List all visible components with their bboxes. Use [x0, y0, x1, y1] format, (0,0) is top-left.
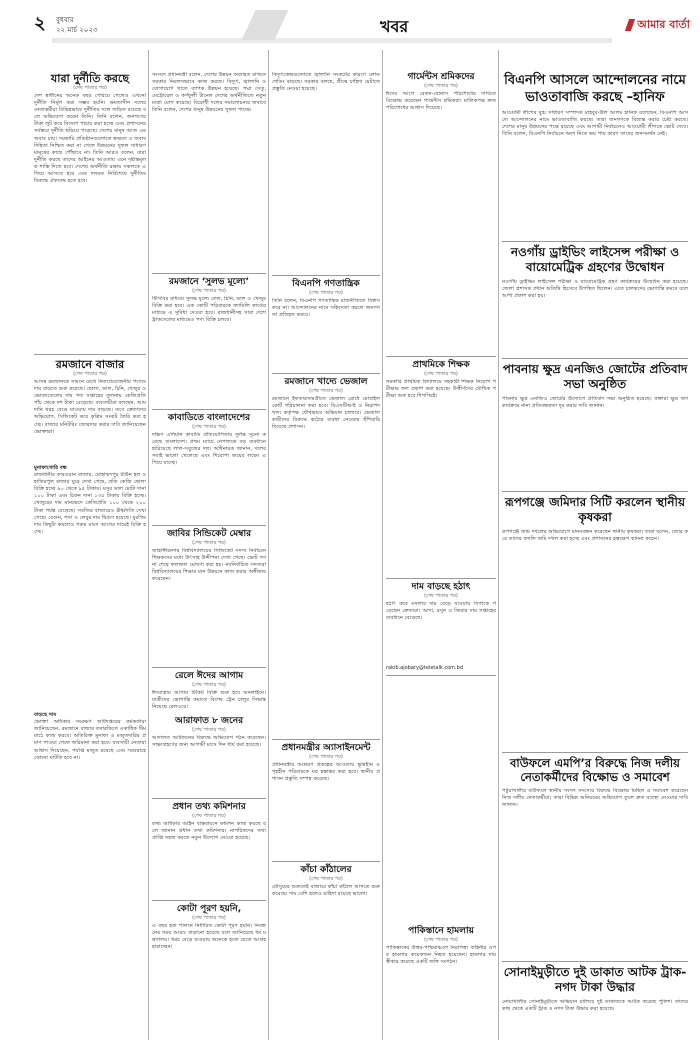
headline-corruption: যারা দুর্নীতি করছে — [50, 72, 130, 85]
article-sonaimuri-robbers: নোয়াখালীর সোনাইমুড়ীতে অভিযান চালিয়ে দুই ডাকাতকে আটক করেছে পুলিশ। তাদের কাছ থেকে একটি ট্রাক ও নগদ টাকা উদ্ধার করা হয়েছে। — [502, 999, 688, 1013]
article-rail-eid: ঈদযাত্রায় আগাম টিকিট বিক্রি শুরু হবে অনলাইনে। যাত্রীদের ভোগান্তি কমাতে বিশেষ ট্রেন চালুর সিদ্ধান্ত নিয়েছে রেলওয়ে। — [152, 690, 266, 711]
brand-name: আমার বার্তা — [637, 18, 690, 31]
headline-pakistan-attack: পাকিস্তানে হামলায় — [408, 926, 474, 937]
column-divider — [498, 50, 499, 1040]
continued-note: (শেষ পাতার পর) — [309, 754, 343, 760]
header-decoration — [190, 10, 340, 40]
divider — [386, 578, 496, 579]
headline-food-adulteration: রমজানে খাদ্যে ভেজাল — [284, 377, 368, 387]
article-prices-rise: হঠাৎ করে মসলার দাম বেড়ে যাওয়ায় বিপাকে পড়েছেন ক্রেতারা। আদা, রসুন ও জিরার দাম সপ্তাহের ব্যবধানে বেড়েছে। — [386, 601, 496, 622]
headline-primary-teacher: প্রাথমিকে শিক্ষক — [412, 360, 470, 370]
divider — [152, 273, 266, 274]
article-jackfruit: মৌসুমের শুরুতেই বাজারে কাঁচা কাঁঠাল আসতে শুরু করেছে। দাম বেশি হলেও চাহিদা রয়েছে ভালো। — [272, 884, 380, 898]
article-food-adulteration: রমজানে ইফতারসামগ্রীতে ভেজাল রোধে মোবাইল কোর্ট পরিচালনা করা হবে। বিএসটিআই ও নিরাপদ খাদ্য কর্তৃপক্ষ যৌথভাবে অভিযান চালাবে। ভেজালকারীদের বিরুদ্ধে কঠোর ব্যবস্থা নেওয়ার হুঁশিয়ারি দিয়েছে প্রশাসন। — [272, 396, 380, 431]
article-pabna-ngo: পাবনায় ক্ষুদ্র এনজিও জোটের উদ্যোগে প্রতিবাদ সভা অনুষ্ঠিত হয়েছে। বক্তারা ক্ষুদ্র ঋণ কার্যক্রমে নানা প্রতিবন্ধকতা দূর করার দাবি জানান। — [502, 396, 688, 410]
divider — [502, 358, 688, 359]
column-divider — [382, 50, 383, 1040]
headline-ramadan-market: রমজানে বাজার — [55, 358, 125, 371]
column-3 — [272, 50, 380, 1042]
headline-kabaddi: কাবাডিতে বাংলাদেশের — [167, 413, 251, 423]
contact-email[interactable]: rakib.ajobary@teletalk.com.bd — [386, 665, 463, 671]
divider — [386, 356, 496, 357]
article-ramadan-market-cont: রাজধানীর কারওয়ান বাজার, মোহাম্মদপুর টাউন হল ও হাতিরপুল বাজার ঘুরে দেখা গেছে, প্রতি কেজি ছোলা বিক্রি হচ্ছে ৯০ থেকে ৯৫ টাকায়। মসুর ডাল মোটা দানা ১০০ টাকা এবং চিকন দানা ১৩৫ টাকায় বিক্রি হচ্ছে। খেজুরের দাম মানভেদে কেজিপ্রতি ১০০ থেকে ২০০ টাকা পর্যন্ত বেড়েছে। সবজির বাজারেও ঊর্ধ্বগতি দেখা গেছে। বেগুন, শসা ও লেবুর দাম দ্বিগুণ হয়েছে। মুরগির দাম কিছুটা কমলেও গরুর মাংস আগের দামেই বিক্রি হচ্ছে। — [34, 472, 146, 535]
article-naogaon-license: নওগাঁয় ড্রাইভিং লাইসেন্স পরীক্ষা ও বায়োমেট্রিক গ্রহণ কার্যক্রমের উদ্বোধন করা হয়েছে। জেলা প্রশাসক প্রধান অতিথি হিসেবে উপস্থিত ছিলেন। এতে চালকদের ভোগান্তি কমবে বলে আশা প্রকাশ করা হয়। — [502, 279, 688, 300]
divider — [502, 491, 688, 492]
article-quota: এ বছর হজ পালনে নির্ধারিত কোটা পূরণ হয়নি। নিবন্ধনের সময় আরও বাড়ানো হয়েছে বলে জানিয়েছে ধর্ম মন্ত্রণালয়। খরচ বেড়ে যাওয়ায় অনেকে হজে যেতে আগ্রহ হারাচ্ছেন। — [152, 923, 266, 951]
article-info-commissioner: তথ্য অধিকার আইন বাস্তবায়নে কমিশন কাজ করছে বলে জানান প্রধান তথ্য কমিশনার। নাগরিকদের তথ্য প্রাপ্তি সহজ করতে নতুন উদ্যোগ নেওয়া হয়েছে। — [152, 821, 266, 842]
continued-note: (শেষ পাতার পর) — [424, 937, 458, 944]
headline-pm-assignment: প্রধানমন্ত্রীর অ্যাসাইনমেন্ট — [281, 743, 371, 753]
divider — [152, 525, 266, 526]
continued-note: (শেষ পাতার পর) — [192, 540, 226, 546]
divider — [152, 798, 266, 799]
column-1 — [34, 50, 146, 1042]
headline-prices-rise: দাম বাড়ছে হঠাৎ — [411, 582, 471, 592]
continued-note: (শেষ পাতার পর) — [309, 388, 343, 394]
article-primary-teacher: সরকারি প্রাথমিক বিদ্যালয়ে সহকারী শিক্ষক নিয়োগ পরীক্ষার ফল প্রকাশ করা হয়েছে। উত্তীর্ণদের মৌখিক পরীক্ষা শুরু হবে শিগগিরই। — [386, 379, 496, 400]
headline-sonaimuri-robbers: সোনাইমুড়ীতে দুই ডাকাত আটক ট্রাক-নগদ টাকা উদ্ধার — [503, 965, 687, 994]
section-title: খবর — [380, 17, 409, 36]
article-fair-price: টিসিবির মাধ্যমে সুলভ মূল্যে তেল, চিনি, ডাল ও খেজুর বিক্রি করা হবে। এক কোটি পরিবারকে ফ্যামিলি কার্ডের মাধ্যমে এ সুবিধা দেওয়া হবে। রাজধানীসহ সারা দেশে ট্রাকসেলের মাধ্যমেও পণ্য বিক্রি চলবে। — [152, 296, 266, 324]
continued-note: (শেষ পাতার পর) — [192, 288, 226, 294]
article-bnp-hanif: আওয়ামী লীগের যুগ্ম সাধারণ সম্পাদক মাহবুব-উল আলম হানিফ বলেছেন, বিএনপি আসলে আন্দোলনের নামে ভাওতাবাজি করছে। তারা জনগণকে বিভ্রান্ত করার চেষ্টা করছে। দেশের মানুষ উন্নয়নের পক্ষে রয়েছে এবং আগামী নির্বাচনেও আওয়ামী লীগকে ভোট দেবে। তিনি বলেন, বিএনপি নির্বাচনে অংশ নিতে ভয় পায় কারণ তাদের জনসমর্থন নেই। — [502, 110, 688, 138]
headline-rail-eid: রেলে ঈদের আগাম — [174, 671, 244, 681]
continued-note: (শেষ পাতার পর) — [192, 813, 226, 819]
column-2 — [152, 50, 266, 1042]
divider — [272, 739, 380, 740]
article-bauphal-mp: পটুয়াখালীর বাউফলে স্থানীয় সংসদ সদস্যের বিরুদ্ধে বিক্ষোভ মিছিল ও সমাবেশ করেছেন নিজ দলীয় নেতাকর্মীরা। তারা বিভিন্ন অনিয়মের অভিযোগ তুলে দ্রুত ব্যবস্থা নেওয়ার দাবি জানান। — [502, 788, 688, 809]
article-pm-assignment: প্রধানমন্ত্রীর আশ্রয়ণ প্রকল্পের আওতায় ভূমিহীন ও গৃহহীন পরিবারকে ঘর হস্তান্তর করা হবে। স্থানীয় প্রশাসন প্রস্তুতি সম্পন্ন করেছে। — [272, 762, 380, 783]
continued-note: (শেষ পাতার পর) — [424, 371, 458, 377]
article-parliament: সংসদে প্রধানমন্ত্রী বলেন, দেশের উন্নয়ন অব্যাহত রাখতে সরকার নিরলসভাবে কাজ করছে। বিদ্যুৎ, জ্বালানি ও যোগাযোগ খাতে ব্যাপক উন্নয়ন হয়েছে। পদ্মা সেতু, মেট্রোরেল ও কর্ণফুলী টানেল দেশের অর্থনীতিতে নতুন মাত্রা যোগ করেছে। বিরোধী দলের সমালোচনার জবাবে তিনি বলেন, দেশের মানুষ উন্নয়নের সুফল পাচ্ছে। — [152, 72, 266, 114]
continued-note: (শেষ পাতার পর) — [73, 371, 107, 377]
divider — [152, 409, 266, 410]
brand-logo — [618, 16, 690, 34]
article-garments: ঈদের আগে বেতন-বোনাস পরিশোধের দাবিতে বিক্ষোভ করেছেন গার্মেন্টস শ্রমিকরা। মালিকপক্ষ দ্রুত পরিশোধের আশ্বাস দিয়েছে। — [386, 91, 496, 112]
divider — [502, 752, 688, 753]
headline-arafat: আরাফাত ৮ জনের — [174, 716, 244, 726]
headline-naogaon-license: নওগাঁয় ড্রাইভিং লাইসেন্স পরীক্ষা ও বায়োমেট্রিক গ্রহণের উদ্বোধন — [510, 245, 680, 274]
headline-jackfruit: কাঁচা কাঁঠালের — [300, 865, 352, 875]
divider — [502, 241, 688, 242]
article-arafat: আদালত আটজনের বিরুদ্ধে অভিযোগ গঠন করেছেন। সাক্ষ্যগ্রহণের জন্য আগামী মাসে দিন ধার্য করা হয়েছে। — [152, 735, 266, 749]
brand-slash-icon — [625, 19, 635, 31]
headline-quota: কোটা পূরণ হয়নি, — [176, 904, 242, 914]
article-kabaddi: দক্ষিণ এশিয়ান কাবাডি প্রতিযোগিতায় দুর্দান্ত সূচনা করেছে বাংলাদেশ। প্রথম ম্যাচে নেপালকে বড় ব্যবধানে হারিয়েছে লাল-সবুজের দল। অধিনায়ক জানান, দলের সবাই ভালো খেলেছে এবং শিরোপা জয়ের লক্ষ্যে এগিয়ে যাচ্ছে। — [152, 432, 266, 467]
continued-note: (শেষ পাতার পর) — [424, 83, 458, 89]
divider — [152, 900, 266, 901]
article-bnp-democratic: তিনি বলেন, বিএনপি গণতান্ত্রিক রাজনীতিতে বিশ্বাস করে না। আন্দোলনের নামে সহিংসতা করলে জনগণ তা প্রতিহত করবে। — [272, 298, 380, 319]
page-number: ২ — [34, 13, 46, 34]
divider — [152, 667, 266, 668]
article-corruption: দেশ স্বাধীনের অনেক বছর পেরিয়ে গেলেও এখনো দুর্নীতি নির্মূল করা সম্ভব হয়নি। ক্ষমতাসীন দলের নেতাকর্মীরা বিভিন্নভাবে দুর্নীতির সঙ্গে জড়িত রয়েছে বলে অভিযোগ করেন তিনি। তিনি বলেন, জনগণের টাকা লুট করে বিদেশে পাচার করা হচ্ছে এবং প্রশাসনের সর্বস্তরে দুর্নীতি ছড়িয়ে পড়েছে। দেশের মানুষ আজ এর জবাব চায়। সরকারি প্রতিষ্ঠানগুলোতে স্বচ্ছতা ও জবাবদিহিতা নিশ্চিত করা না গেলে উন্নয়নের সুফল সাধারণ মানুষের কাছে পৌঁছাবে না। তিনি আরও বলেন, যারা দুর্নীতি করছে তাদের আইনের আওতায় এনে দৃষ্টান্তমূলক শাস্তি দিতে হবে। দেশের অর্থনীতি রক্ষায় সকলকে এগিয়ে আসতে হবে এবং দলমত নির্বিশেষে দুর্নীতির বিরুদ্ধে ঐক্যবদ্ধ হতে হবে। — [34, 93, 146, 185]
continued-note: (শেষ পাতার পর) — [192, 424, 226, 430]
headline-rupganj-farmers: রূপগঞ্জে জমিদার সিটি করলেন স্থানীয় কৃষকরা — [504, 495, 686, 524]
article-rupganj-farmers: রূপগঞ্জে জমি দখলের অভিযোগে মানববন্ধন করেছেন স্থানীয় কৃষকরা। তারা বলেন, জোর করে তাদের ফসলি জমি দখল করা হচ্ছে এবং প্রশাসনের হস্তক্ষেপ কামনা করেন। — [502, 529, 688, 543]
divider — [386, 675, 496, 676]
article-ramadan-market-end: ভোক্তা অধিকার সংরক্ষণ অধিদপ্তরের কর্মকর্তারা জানিয়েছেন, রমজানে বাজার তদারকিতে একাধিক টিম মাঠে কাজ করবে। অতিরিক্ত মুনাফা ও মজুতদারির প্রমাণ পাওয়া গেলে জরিমানা করা হবে। ব্যবসায়ী নেতারা আশ্বাস দিয়েছেন, পর্যাপ্ত মজুত রয়েছে এবং সরবরাহে কোনো ঘাটতি হবে না। — [34, 719, 146, 761]
page-header — [0, 0, 700, 46]
article-power: বিদ্যুৎকেন্দ্রগুলোতে জ্বালানি সংকটের কারণে লোডশেডিং বাড়ছে। সরকার বলছে, গ্রীষ্মে চাহিদা মেটাতে প্রস্তুতি নেওয়া হয়েছে। — [272, 72, 380, 93]
column-5 — [502, 50, 688, 1042]
headline-bauphal-mp: বাউফলে এমপি’র বিরুদ্ধে নিজ দলীয় নেতাকর্মীদের বিক্ষোভ ও সমাবেশ — [510, 756, 680, 784]
continued-note: (শেষ পাতার পর) — [192, 915, 226, 921]
continued-note: (শেষ পাতার পর) — [192, 682, 226, 688]
subheading-prices: বাড়ছে দাম — [34, 712, 57, 719]
headline-garments: গার্মেন্টস শ্রমিকদের — [407, 72, 475, 82]
continued-note: (শেষ পাতার পর) — [424, 593, 458, 599]
headline-ju-syndicate: জাবির সিন্ডিকেট মেম্বার — [166, 529, 252, 539]
continued-note: (শেষ পাতার পর) — [73, 85, 107, 91]
continued-note: (শেষ পাতার পর) — [309, 876, 343, 882]
article-pakistan-attack: পাকিস্তানের উত্তর-পশ্চিমাঞ্চলে নিরাপত্তা বাহিনীর ওপর হামলায় কয়েকজন নিহত হয়েছেন। হামলার দায় স্বীকার করেছে একটি জঙ্গি সংগঠন। — [386, 945, 496, 966]
article-ramadan-market: আসন্ন রমজানকে সামনে রেখে নিত্যপ্রয়োজনীয় পণ্যের দাম বাড়তে শুরু করেছে। ছোলা, ডাল, চিনি, খেজুর ও ভোজ্যতেলের দাম গত সপ্তাহের তুলনায় কেজিপ্রতি পাঁচ থেকে দশ টাকা বেড়েছে। ব্যবসায়ীরা বলছেন, আমদানি খরচ বেড়ে যাওয়ায় দাম বাড়ছে। তবে ক্রেতাদের অভিযোগ, সিন্ডিকেট করে কৃত্রিম সংকট তৈরি করা হচ্ছে। বাজার মনিটরিং জোরদার করার দাবি জানিয়েছেন ভোক্তারা। — [34, 379, 146, 435]
page-date: ২২ মার্চ ২০২৩ — [56, 26, 98, 34]
divider — [272, 373, 380, 374]
article-ju-syndicate: জাহাঙ্গীরনগর বিশ্ববিদ্যালয়ের সিন্ডিকেট সদস্য নির্বাচনে শিক্ষকদের মধ্যে উৎসাহ উদ্দীপনা দেখা গেছে। ভোট গণনা শেষে ফলাফল ঘোষণা করা হয়। নবনির্বাচিত সদস্যরা বিশ্ববিদ্যালয়ের শিক্ষার মান উন্নয়নে কাজ করার অঙ্গীকার করেছেন। — [152, 548, 266, 583]
headline-bnp-democratic: বিএনপি গণতান্ত্রিক — [292, 279, 360, 289]
page-day: বুধবার — [56, 16, 74, 24]
subheading-profiteering: মুনাফাখোরি বন্ধ — [34, 465, 67, 471]
divider — [34, 354, 146, 355]
divider — [502, 961, 688, 962]
column-divider — [268, 50, 269, 1040]
column-divider — [148, 50, 149, 1040]
headline-fair-price: রমজানে ‘সুলভ মূল্যে’ — [169, 277, 249, 287]
continued-note: (শেষ পাতার পর) — [309, 290, 343, 296]
column-4 — [386, 50, 496, 1042]
continued-note: (শেষ পাতার পর) — [192, 727, 226, 733]
divider — [272, 861, 380, 862]
headline-bnp-hanif: বিএনপি আসলে আন্দোলনের নামে ভাওতাবাজি করছে –হানিফ — [504, 73, 686, 105]
headline-pabna-ngo: পাবনায় ক্ষুদ্র এনজিও জোটের প্রতিবাদ সভা অনুষ্ঠিত — [502, 362, 688, 391]
divider — [272, 275, 380, 276]
headline-info-commissioner: প্রধান তথ্য কমিশনার — [172, 802, 246, 812]
